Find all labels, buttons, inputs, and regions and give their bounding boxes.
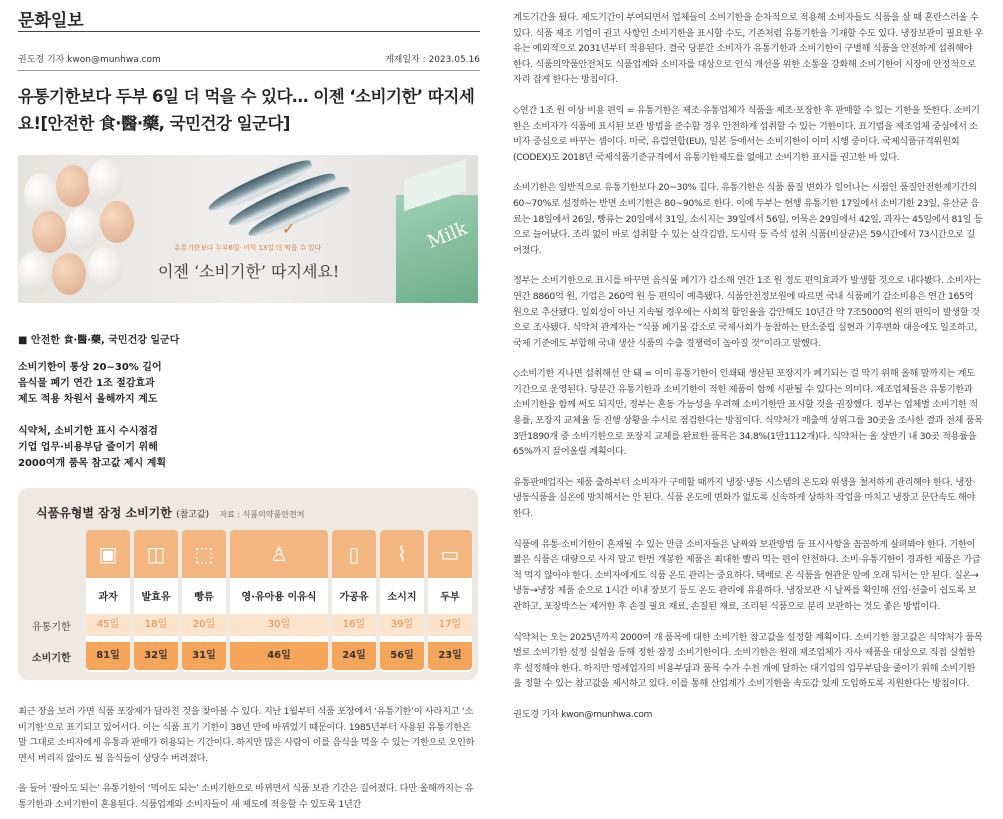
food-column-bread: [182, 530, 226, 672]
posted-date: 게재일자 : 2023.05.16: [384, 55, 480, 65]
body-paragraph: 계도기간을 뒀다. 제도기간이 부여되면서 업체들이 소비기한을 순차적으로 적용해 소비자들도 식품을 살 때 혼란스러울 수 있다. 식품 제조 기업이 권고 사항인 소비기한을 표시할 수도, 기존처럼 유통기한을 기재할 수도 있다. 냉장보관이 필요한 우유는 예외적으로 2031년부터 적용된다. 결국 당분간 소비자가 유통기한과 소비기한이 구별해 식품을 안전하게 섭취해야 한다. 식품의약품안전처도 식품업계와 소비자를 대상으로 인식 개선을 위한 소통을 강화해 소비기한이 시장에 안정적으로 자리 잡게 한다는 방침이다.: [513, 12, 983, 86]
summary-line: 식약처, 소비기한 표시 수시점검: [18, 426, 158, 437]
right-column: [513, 10, 983, 723]
food-name: 가공유: [339, 592, 369, 603]
food-column-yogurt: [134, 530, 178, 672]
egg-icon: [52, 253, 86, 295]
food-column-processed-milk: [332, 530, 376, 672]
baby-bottle-icon: ♙: [230, 530, 328, 578]
infographic-title: [36, 504, 304, 521]
food-column-tofu: [428, 530, 472, 672]
newspaper-masthead[interactable]: 문화일보: [18, 6, 480, 32]
food-column-snack: [86, 530, 130, 672]
consume-by-value: 31일: [182, 642, 226, 670]
reporter-byline: 권도경 기자 kwon@munhwa.com: [18, 55, 161, 65]
left-column: [18, 6, 480, 812]
food-name: 빵류: [194, 592, 214, 603]
food-name: 과자: [98, 592, 118, 603]
body-paragraph: 유통판매업자는 제품 출하부터 소비자가 구매할 때까지 냉장·냉동 시스템의 온도와 위생을 철저하게 관리해야 한다. 냉장·냉동식품을 실온에 방치해서는 안 된다. 식품 온도에 변화가 없도록 신속하게 상하차 작업을 마치고 냉장고 문단속도 해야 한다.: [513, 476, 976, 520]
consume-by-value: 81일: [86, 642, 130, 670]
summary-block-2: [18, 424, 480, 472]
food-name: 소시지: [387, 592, 417, 603]
shelf-life-value: 30일: [230, 614, 328, 636]
consume-by-value: 23일: [428, 642, 472, 670]
shelf-life-value: 20일: [182, 614, 226, 636]
egg-icon: [56, 165, 90, 207]
shelf-life-value: 39일: [380, 614, 424, 636]
body-paragraph: ◇소비기한 지나면 섭취해선 안 돼 = 이미 유통기한이 인쇄돼 생산된 포장지가 폐기되는 걸 막기 위해 올해 말까지는 계도 기간으로 운영된다. 당분간 유통기한과 소비기한이 적힌 제품이 함께 시판될 수 있다는 의미다. 제조업체들은 유통기한과 소비기한을 함께 써도 되지만, 정부는 혼동 가능성을 우려해 소비기한만 표시할 것을 권장했다. 정부는 업체별 소비기한 적용률, 포장지 교체율 등 진행 상황을 수시로 점검한다는 방침이다. 식약처가 매출액 상위그룹 30곳을 조사한 결과 전체 품목 3만1890개 중 소비기한으로 포장지 교체를 완료한 품목은 34.8%(1만1112개)다. 식약처는 올 상반기 내 30곳 적용률을 65%까지 끌어올릴 계획이다.: [513, 368, 983, 458]
egg-icon: [88, 247, 122, 289]
summary-line: 음식물 폐기 연간 1조 절감효과: [18, 378, 155, 389]
consume-by-value: 46일: [230, 642, 328, 670]
hero-caption: 이젠 ‘소비기한’ 따지세요!: [158, 262, 340, 281]
food-column-baby-food: [230, 530, 328, 672]
body-paragraph: 식품에 유통·소비기한이 혼재될 수 있는 만큼 소비자들은 날짜와 보관방법 등 표시사항을 꼼꼼하게 살펴봐야 한다. 기한이 짧은 식품은 대량으로 사지 말고 한번 개봉한 제품은 최대한 빨리 먹는 편이 안전하다. 소비·유통기한이 경과한 제품은 가급적 먹지 않아야 한다. 소비자에게도 식품 온도 관리는 중요하다. 택배로 온 식품을 현관문 앞에 오래 둬서는 안 된다. 실온→냉동→냉장 제품 순으로 1시간 이내 장보기 등도 온도 관리에 유용하다. 냉장보관 시 날짜를 확인해 선입·선출이 쉽도록 보관하고, 포장박스는 제거한 후 손질 필요 재료, 손질된 재료, 조리된 식품으로 분리 보관하는 것도 좋은 방법이다.: [513, 538, 981, 612]
egg-icon: [100, 201, 134, 243]
body-paragraph: 을 들어 ‘팔아도 되는’ 유통기한이 ‘먹어도 되는’ 소비기한으로 바뀌면서 식품 보관 기간은 길어졌다. 다만 올해까지는 유통기한과 소비기한이 혼용된다. 식품업계와 소비자들이 새 제도에 적응할 수 있도록 1년간: [18, 783, 474, 810]
milk-bottle-icon: ▯: [332, 530, 376, 578]
summary-line: 제도 적용 차원서 올해까지 계도: [18, 394, 158, 405]
food-column-sausage: [380, 530, 424, 672]
egg-icon: [88, 159, 122, 201]
infographic-consumption-dates: [18, 488, 478, 680]
egg-icon: [66, 207, 100, 249]
sausage-icon: ⌇: [380, 530, 424, 578]
snack-bag-icon: ▣: [86, 530, 130, 578]
article-headline: 유통기한보다 두부 6일 더 먹을 수 있다… 이젠 ‘소비기한’ 따지세요![안전한 食·醫·藥, 국민건강 일군다]: [18, 87, 475, 133]
body-paragraph: 정부는 소비기한으로 표시를 바꾸면 음식물 폐기가 감소해 연간 1조 원 정도 편익효과가 발생할 것으로 내다봤다. 소비자는 연간 8860억 원, 기업은 260억 원 등 편익이 예측됐다. 식품안전정보원에 따르면 국내 식품폐기 감소비용은 연간 165억 원으로 추산됐다. 일회성이 아닌 지속될 경우에는 사회적 할인율을 감안해도 10년간 약 7조5000억 원의 편익이 발생할 것으로 조사됐다. 식약처 관계자는 “식품 폐기물 감소로 국제사회가 동참하는 탄소중립 실현과 기후변화 대응에도 일조하고, 국제 기준에도 부합해 국내 생산 식품의 수출 경쟁력이 높아질 것”이라고 말했다.: [513, 275, 981, 349]
milk-label: Milk: [424, 218, 471, 253]
summary-line: 소비기한이 통상 20~30% 길어: [18, 362, 162, 373]
egg-icon: [18, 251, 52, 293]
yogurt-cup-icon: ◫: [134, 530, 178, 578]
body-paragraph: ◇연간 1조 원 이상 비용 편익 = 유통기한은 제조·유통업체가 식품을 제조·포장한 후 판매할 수 있는 기한을 뜻한다. 소비기한은 소비자가 식품에 표시된 보관 방법을 준수할 경우 안전하게 섭취할 수 있는 기한이다. 표기법을 제조업체 중심에서 소비자 중심으로 바꾸는 셈이다. 미국, 유럽연합(EU), 일본 등에서는 소비기한이 이미 시행 중이다. 국제식품규격위원회(CODEX)도 2018년 국제식품기준규격에서 유통기한제도를 없애고 소비기한 표시를 권고한 바 있다.: [513, 104, 980, 163]
tofu-icon: ▭: [428, 530, 472, 578]
shelf-life-value: 45일: [86, 614, 130, 636]
body-paragraph: 식약처는 오는 2025년까지 2000여 개 품목에 대한 소비기한 참고값을 설정할 계획이다. 소비기한 참고값은 식약처가 품목별로 소비기한 설정 실험을 등해 정한 잠정 소비기한이다. 소비기한은 원래 제조업체가 자사 제품을 대상으로 직접 실험한 후 설정해야 한다. 하지만 영세업자의 비용부담과 품목 수가 수천 개에 달하는 대기업의 업무부담을 줄이기 위해 소비기한을 정할 수 있는 참고값을 제시하고 있다. 이를 통해 산업계가 소비기한을 속도감 있게 도입하도록 지원한다는 방침이다.: [513, 631, 983, 690]
food-name: 발효유: [141, 592, 171, 603]
byline-row: [18, 52, 480, 71]
checkmark-icon: ✓: [282, 219, 296, 238]
row-label-shelf-life: 유통기한: [32, 622, 71, 633]
consume-by-value: 32일: [134, 642, 178, 670]
infographic-source: 자료 : 식품의약품안전처: [219, 510, 305, 519]
summary-line: 기업 업무·비용부담 줄이기 위해: [18, 442, 158, 453]
closing-byline: 권도경 기자 kwon@munhwa.com: [513, 708, 653, 720]
body-paragraph: 소비기한은 일반적으로 유통기한보다 20~30% 길다. 유통기한은 식품 품질 변화가 일어나는 시점인 품질안전한계기간의 60~70%로 설정하는 반면 소비기한은 80~90%로 한다. 이에 두부는 현행 유통기한 17일에서 소비기한 23일, 유산균 음료는 18일에서 26일, 빵류는 20일에서 31일, 소시지는 39일에서 56일, 어묵은 29일에서 42일, 과자는 45일에서 81일 등으로 늘어났다. 조리 없이 바로 섭취할 수 있는 삼각김밥, 도시락 등 즉석 섭취 식품(비살균)은 59시간에서 73시간으로 길어졌다.: [513, 182, 983, 256]
hero-small-text: 유통기한보다 두부6일· 어묵 13일 더 먹을 수 있다: [174, 244, 322, 252]
egg-icon: [32, 211, 66, 253]
article-body-left: [18, 704, 480, 812]
infographic-title-note: (참고값): [176, 510, 210, 520]
food-name: 두부: [440, 592, 460, 603]
summary-line: 2000여개 품목 참고값 제시 계획: [18, 458, 167, 469]
consume-by-value: 56일: [380, 642, 424, 670]
consume-by-value: 24일: [332, 642, 376, 670]
shelf-life-value: 18일: [134, 614, 178, 636]
series-subhead: ■ 안전한 食·醫·藥, 국민건강 일군다: [18, 335, 180, 346]
egg-icon: [24, 173, 58, 215]
row-label-consume-by: 소비기한: [32, 653, 71, 664]
summary-block-1: [18, 360, 480, 408]
shelf-life-value: 17일: [428, 614, 472, 636]
body-paragraph: 최근 장을 보러 가면 식품 포장재가 달라진 것을 찾아볼 수 있다. 지난 1월부터 식품 포장에서 ‘유통기한’이 사라지고 ‘소비기한’으로 표기되고 있어서다. 이는 식품 표기 기한이 38년 만에 바뀌었기 때문이다. 1985년부터 사용된 유통기한은 말 그대로 소비자에게 유통과 판매가 허용되는 기간이다. 하지만 많은 사람이 이를 음식을 먹을 수 있는 기한으로 오인하면서 버리지 않아도 될 음식들이 상당수 버려졌다.: [18, 706, 475, 764]
infographic-title-text: 식품유형별 잠정 소비기한: [36, 506, 172, 520]
hero-image: [18, 155, 478, 303]
food-name: 영·유아용 이유식: [241, 592, 317, 603]
shelf-life-value: 16일: [332, 614, 376, 636]
bread-icon: ⬚: [182, 530, 226, 578]
